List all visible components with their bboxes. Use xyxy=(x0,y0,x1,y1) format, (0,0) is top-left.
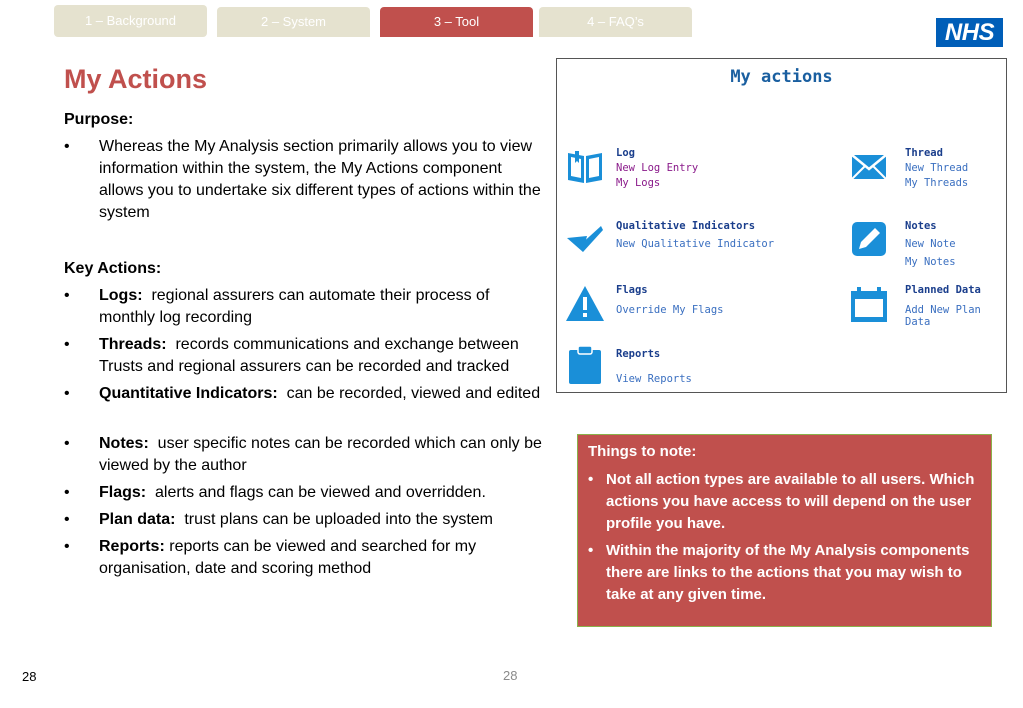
key-action-text: regional assurers can automate their process of monthly log recording xyxy=(99,287,490,326)
note-bullet: Not all action types are available to all users. Which actions you have access to will depend on the user profile you have. xyxy=(606,471,975,532)
my-notes-link[interactable]: My Notes xyxy=(905,256,956,268)
planned-data-heading: Planned Data xyxy=(905,284,981,296)
key-action-label: Reports: xyxy=(99,538,165,555)
key-action-text: user specific notes can be recorded which can only be viewed by the author xyxy=(99,435,542,474)
tab-system[interactable]: 2 – System xyxy=(217,7,370,37)
book-icon xyxy=(565,147,605,187)
new-thread-link[interactable]: New Thread xyxy=(905,162,969,174)
key-actions-label: Key Actions: xyxy=(64,260,162,277)
new-qualitative-indicator-link[interactable]: New Qualitative Indicator xyxy=(616,238,775,250)
page-number: 28 xyxy=(22,669,37,684)
envelope-icon xyxy=(849,147,889,187)
nhs-logo: NHS xyxy=(936,18,1003,47)
things-to-note-box xyxy=(577,434,992,627)
page-number-footer: 28 xyxy=(503,668,518,683)
add-new-plan-data-link[interactable]: Add New Plan Data xyxy=(905,304,981,328)
tab-faqs[interactable]: 4 – FAQ’s xyxy=(539,7,692,37)
log-heading: Log xyxy=(616,147,635,159)
bullet-dot: • xyxy=(588,471,594,488)
purpose-label: Purpose: xyxy=(64,111,134,128)
key-action-item: • Reports: reports can be viewed and searched for my organisation, date and scoring method xyxy=(64,538,477,577)
clipboard-icon xyxy=(565,345,605,385)
flags-heading: Flags xyxy=(616,284,648,296)
key-action-label: Logs: xyxy=(99,287,143,304)
note-bullet: Within the majority of the My Analysis components there are links to the actions that you may wish to take at any given time. xyxy=(606,542,970,603)
new-note-link[interactable]: New Note xyxy=(905,238,956,250)
page-title: My Actions xyxy=(64,64,208,94)
panel-title: My actions xyxy=(730,67,833,87)
tab-tool[interactable]: 3 – Tool xyxy=(380,7,533,37)
key-action-item: • Quantitative Indicators: can be recorded, viewed and edited xyxy=(64,385,541,402)
key-actions-section xyxy=(64,258,544,280)
key-action-item: • Plan data: trust plans can be uploaded into the system xyxy=(64,511,493,528)
key-action-item: • Threads: records communications and exchange between Trusts and regional assurers can be recorded and tracked xyxy=(64,336,519,375)
purpose-text: Whereas the My Analysis section primarily allows you to view information within the system, the My Actions component allows you to undertake six different types of actions within the system xyxy=(99,138,541,221)
my-threads-link[interactable]: My Threads xyxy=(905,177,969,189)
key-action-label: Threads: xyxy=(99,336,167,353)
key-action-label: Plan data: xyxy=(99,511,176,528)
key-action-text: records communications and exchange between Trusts and regional assurers can be recorded and tracked xyxy=(99,336,519,375)
view-reports-link[interactable]: View Reports xyxy=(616,373,692,385)
bullet-dot: • xyxy=(588,542,594,559)
thread-heading: Thread xyxy=(905,147,943,159)
key-action-text: trust plans can be uploaded into the system xyxy=(184,511,493,528)
tab-background[interactable]: 1 – Background xyxy=(54,5,207,37)
notes-heading: Notes xyxy=(905,220,937,232)
qualitative-indicators-heading: Qualitative Indicators xyxy=(616,220,756,232)
key-action-item: • Notes: user specific notes can be recorded which can only be viewed by the author xyxy=(64,435,542,474)
key-action-label: Flags: xyxy=(99,484,147,501)
key-action-text: can be recorded, viewed and edited xyxy=(286,385,541,402)
key-action-label: Notes: xyxy=(99,435,149,452)
key-action-text: reports can be viewed and searched for my organisation, date and scoring method xyxy=(99,538,477,577)
pencil-note-icon xyxy=(849,219,889,259)
key-action-item: • Logs: regional assurers can automate their process of monthly log recording xyxy=(64,287,490,326)
warning-icon xyxy=(565,284,605,324)
note-heading: Things to note: xyxy=(588,443,697,460)
new-log-entry-link[interactable]: New Log Entry xyxy=(616,162,699,174)
calendar-icon xyxy=(849,285,889,325)
bullet-dot: • xyxy=(64,138,70,155)
my-actions-panel xyxy=(556,58,1007,393)
key-action-item: • Flags: alerts and flags can be viewed and overridden. xyxy=(64,484,486,501)
checkmark-icon xyxy=(565,222,605,262)
key-action-text: alerts and flags can be viewed and overridden. xyxy=(155,484,486,501)
key-action-label: Quantitative Indicators: xyxy=(99,385,278,402)
purpose-section xyxy=(64,109,544,226)
override-my-flags-link[interactable]: Override My Flags xyxy=(616,304,724,316)
my-logs-link[interactable]: My Logs xyxy=(616,177,661,189)
reports-heading: Reports xyxy=(616,348,661,360)
